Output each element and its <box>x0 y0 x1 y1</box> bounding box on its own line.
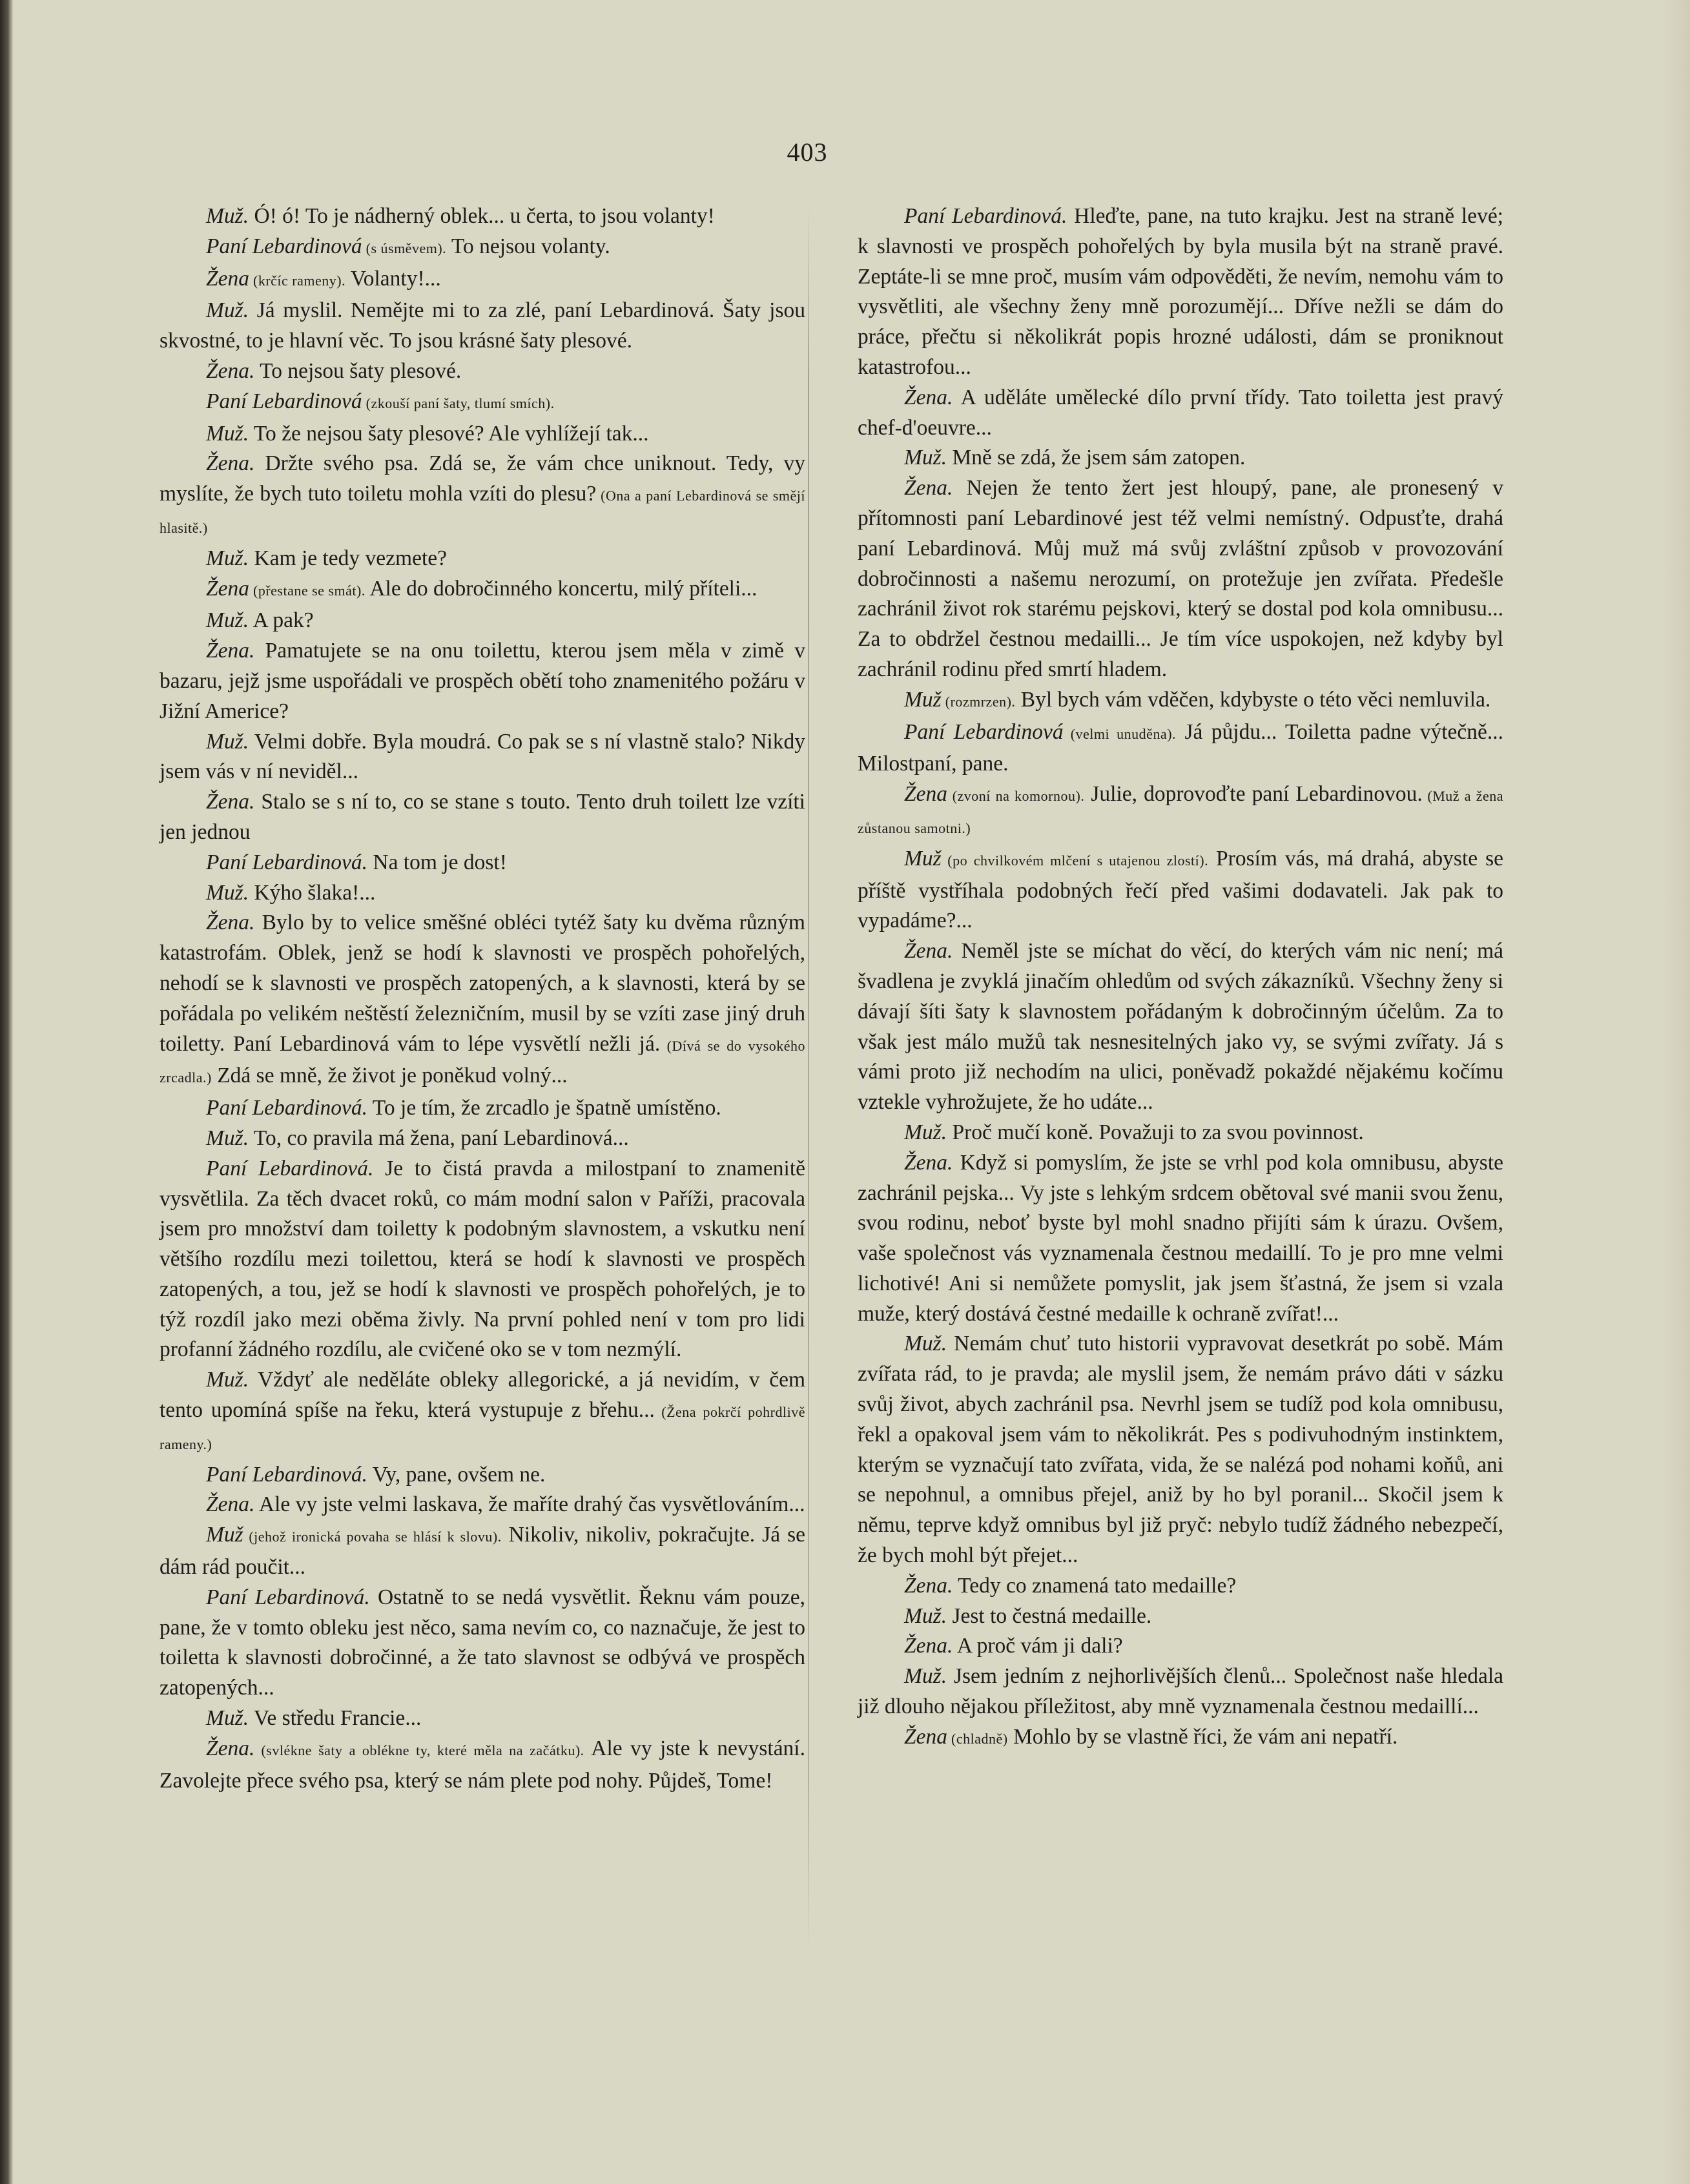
dialogue-text: Tedy co znamená tato medaille? <box>953 1573 1237 1598</box>
dialogue-text: Ó! ó! To je nádherný oblek... u čerta, to jsou volanty! <box>249 204 715 228</box>
dialogue-paragraph <box>160 296 805 356</box>
dialogue-paragraph <box>160 1093 805 1124</box>
speaker-name: Muž. <box>206 1706 249 1731</box>
speaker-name: Paní Lebardinová. <box>904 204 1067 228</box>
speaker-name: Muž. <box>206 880 249 905</box>
dialogue-paragraph <box>160 449 805 543</box>
dialogue-paragraph <box>160 908 805 1093</box>
dialogue-text: Držte svého psa. Zdá se, že vám chce uniknout. Tedy, vy myslíte, že bych tuto toiletu mohla vzíti do plesu? <box>160 451 805 506</box>
speaker-name: Muž. <box>206 729 249 754</box>
column-divider <box>808 207 809 1950</box>
dialogue-text: A uděláte umělecké dílo první třídy. Tato toiletta jest pravý chef-d'oeuvre... <box>858 385 1503 440</box>
speaker-name: Muž. <box>206 546 249 570</box>
dialogue-text: Když si pomyslím, že jste se vrhl pod kola omnibusu, abyste zachránil pejska... Vy jste s lehkým srdcem obětoval své manii svou ženu, svou rodinu, neboť byste byl mohl snadno přijíti sám k úrazu. Ovšem, vaše společnost vás vyznamenala čestnou medaillí. To je pro mne velmi lichotivé! Ani si nemůžete pomyslit, jak jsem šťastná, že jsem si vzala muže, který dostává čestné medaille k ochraně zvířat!... <box>858 1150 1503 1326</box>
dialogue-text: Ale do dobročinného koncertu, milý příteli... <box>365 576 757 601</box>
dialogue-text: Jsem jedním z nejhorlivějších členů... Společnost naše hledala již dlouho nějakou příležitost, aby mně vyznamenala čestnou medaillí... <box>858 1664 1503 1719</box>
speaker-name: Muž. <box>206 1126 249 1150</box>
dialogue-paragraph <box>858 383 1503 444</box>
dialogue-paragraph <box>160 636 805 726</box>
dialogue-text: To, co pravila má žena, paní Lebardinová... <box>249 1126 629 1150</box>
dialogue-paragraph <box>160 419 805 449</box>
page-shadow <box>1664 0 1690 2184</box>
dialogue-text: Stalo se s ní to, co se stane s touto. Tento druh toilett lze vzíti jen jednou <box>160 790 805 844</box>
speaker-name: Muž <box>206 1523 243 1547</box>
speaker-name: Žena. <box>904 1634 953 1658</box>
dialogue-paragraph <box>160 387 805 419</box>
speaker-name: Žena <box>206 576 249 601</box>
stage-direction: (přestane se smát). <box>249 582 366 599</box>
stage-direction: (zvoní na komornou). <box>947 788 1085 805</box>
stage-direction: (Ona a paní Lebardinová se smějí hlasitě.) <box>160 488 806 536</box>
dialogue-paragraph <box>160 727 805 788</box>
dialogue-paragraph <box>858 1148 1503 1330</box>
dialogue-paragraph <box>160 848 805 878</box>
stage-direction: (krčíc rameny). <box>249 272 346 289</box>
dialogue-text: Bylo by to velice směšné obléci tytéž šaty ku dvěma různým katastrofám. Oblek, jenž se hodí k slavnosti ve prospěch pohořelých, nehodí se k slavnosti ve prospěch zatopených, a k slavnosti, která by se pořádala po velikém neštěstí železničním, musil by se vzíti zase jiný druh toiletty. Paní Lebardinová vám to lépe vysvětlí nežli já. <box>160 911 805 1056</box>
dialogue-text: Jest to čestná medaille. <box>947 1603 1152 1628</box>
stage-direction: (jehož ironická povaha se hlásí k slovu). <box>243 1529 502 1545</box>
dialogue-paragraph <box>160 544 805 574</box>
dialogue-text: Ostatně to se nedá vysvětlit. Řeknu vám pouze, pane, že v tomto obleku jest něco, sama nevím co, co naznačuje, že jest to toiletta k slavnosti dobročinné, a že tato slavnost se odbývá ve prospěch zatopených... <box>160 1585 805 1700</box>
dialogue-text: Pamatujete se na onu toilettu, kterou jsem měla v zimě v bazaru, jejž jsme uspořádali ve prospěch obětí toho znamenitého požáru v Jižní Americe? <box>160 639 805 723</box>
dialogue-text: Kam je tedy vezmete? <box>249 546 448 570</box>
stage-direction: (velmi unuděna). <box>1063 725 1177 742</box>
dialogue-paragraph <box>858 1722 1503 1755</box>
dialogue-paragraph <box>160 356 805 387</box>
dialogue-text: Prosím vás, má drahá, abyste se příště vystříhala podobných řečí před vašimi dodavateli. Jak pak to vypadáme?... <box>858 846 1503 933</box>
dialogue-paragraph <box>160 1365 805 1459</box>
dialogue-paragraph <box>858 1662 1503 1722</box>
dialogue-paragraph <box>160 878 805 909</box>
dialogue-text: Nejen že tento žert jest hloupý, pane, ale pronesený v přítomnosti paní Lebardinové jest též velmi nemístný. Odpusťte, drahá paní Lebardinová. Můj muž má svůj zvláštní způsob v provozování dobročinnosti a našemu nerozumí, on protežuje jen zvířata. Předešle zachránil život rok starému pejskovi, který se dostal pod kola omnibusu... Za to obdržel čestnou medailli... Je tím více uspokojen, než kdyby byl zachránil rodinu před smrtí hladem. <box>858 476 1503 681</box>
stage-direction: (svlékne šaty a oblékne ty, které měla na začátku). <box>254 1742 584 1758</box>
dialogue-text: Vy, pane, ovšem ne. <box>367 1462 546 1487</box>
dialogue-text: Já myslil. Nemějte mi to za zlé, paní Lebardinová. Šaty jsou skvostné, to je hlavní věc. To jsou krásné šaty plesové. <box>160 298 805 353</box>
dialogue-text: Nemám chuť tuto historii vypravovat desetkrát po sobě. Mám zvířata rád, to je pravda; ale myslil jsem, že nemám právo dáti v sázku svůj život, abych zachránil psa. Nevrhl jsem se tudíž pod kola omnibusu, řekl a opakoval jsem vám to několikrát. Pes s podivuhodným instinktem, kterým se vyznačují tato zvířata, vida, že se nalézá pod nohami koňů, ani se nepohnul, a omnibus přejel, aniž by ho byl poranil... Skočil jsem k němu, teprve když omnibus byl již pryč: nebylo tudíž žádného nebezpečí, že bych mohl být přejet... <box>858 1332 1503 1568</box>
dialogue-paragraph <box>160 1124 805 1154</box>
speaker-name: Paní Lebardinová. <box>206 850 367 874</box>
dialogue-paragraph <box>160 1520 805 1583</box>
dialogue-paragraph <box>160 1460 805 1490</box>
speaker-name: Žena. <box>904 476 953 500</box>
dialogue-text: Hleďte, pane, na tuto krajku. Jest na straně levé; k slavnosti ve prospěch pohořelých by byla musila být na straně pravé. Zeptáte-li se mne proč, musím vám odpověděti, že nevím, nemohu vám to vysvětliti, ale všechny ženy mně porozumějí... Dříve nežli se dám do práce, přečtu si několikrát popis hrozné události, dám se proniknout katastrofou... <box>858 204 1503 379</box>
dialogue-paragraph <box>160 606 805 636</box>
dialogue-paragraph <box>160 1734 805 1797</box>
dialogue-text: To že nejsou šaty plesové? Ale vyhlížejí tak... <box>249 421 649 446</box>
speaker-name: Paní Lebardinová. <box>206 1096 367 1120</box>
speaker-name: Muž. <box>904 446 947 470</box>
scan-binding-edge <box>0 0 13 2184</box>
dialogue-text: Je to čistá pravda a milostpaní to znamenitě vysvětlila. Za těch dvacet roků, co mám modní salon v Paříži, pracovala jsem pro množství dam toiletty k podobným slavnostem, a vskutku není většího rozdílu mezi toilettou, která se hodí k slavnosti ve prospěch zatopených, a tou, jež se hodí k slavnosti ve prospěch pohořelých, je to týž rozdíl jako mezi oběma živly. Na první pohled není v tom pro lidi profanní žádného rozdílu, ale cvičené oko se v tom nezmýlí. <box>160 1156 806 1362</box>
stage-direction: (zkouší paní šaty, tlumí smích). <box>362 395 555 411</box>
speaker-name: Muž. <box>904 1664 947 1689</box>
dialogue-paragraph <box>160 1704 805 1734</box>
dialogue-paragraph <box>858 1602 1503 1632</box>
dialogue-paragraph <box>160 232 805 264</box>
speaker-name: Žena. <box>206 358 255 383</box>
speaker-name: Žena. <box>206 790 255 814</box>
stage-direction: (Žena pokrčí pohrdlivě rameny.) <box>160 1404 805 1452</box>
speaker-name: Žena. <box>206 1736 255 1760</box>
dialogue-text: Ale vy jste velmi laskava, že maříte drahý čas vysvětlováním... <box>254 1492 805 1517</box>
speaker-name: Žena. <box>206 1492 255 1517</box>
dialogue-text: Ale vy jste k nevystání. Zavolejte přece svého psa, který se nám plete pod nohy. Půjdeš, Tome! <box>160 1736 805 1793</box>
dialogue-text: Nikoliv, nikoliv, pokračujte. Já se dám rád poučit... <box>160 1523 805 1580</box>
dialogue-paragraph <box>160 1583 805 1704</box>
speaker-name: Paní Lebardinová. <box>206 1462 367 1487</box>
stage-direction: (po chvilkovém mlčení s utajenou zlostí). <box>941 852 1209 869</box>
speaker-name: Muž. <box>904 1120 947 1144</box>
left-column <box>160 201 805 1796</box>
dialogue-text: A pak? <box>249 608 314 633</box>
speaker-name: Paní Lebardinová <box>206 389 362 413</box>
dialogue-text: Proč mučí koně. Považuji to za svou povinnost. <box>947 1120 1364 1144</box>
dialogue-text: To nejsou šaty plesové. <box>254 358 462 383</box>
dialogue-paragraph <box>160 574 805 606</box>
dialogue-paragraph <box>858 844 1503 936</box>
dialogue-text: Julie, doprovoďte paní Lebardinovou. <box>1084 782 1423 807</box>
dialogue-text: Volanty!... <box>345 266 441 291</box>
speaker-name: Muž. <box>904 1603 947 1628</box>
speaker-name: Žena <box>206 266 249 291</box>
speaker-name: Žena <box>904 1724 947 1749</box>
dialogue-text: To je tím, že zrcadlo je špatně umístěno. <box>367 1096 721 1120</box>
dialogue-paragraph <box>858 717 1503 780</box>
dialogue-text: A proč vám ji dali? <box>953 1634 1123 1658</box>
dialogue-paragraph <box>858 936 1503 1118</box>
dialogue-text: Vždyť ale neděláte obleky allegorické, a já nevidím, v čem tento upomíná spíše na řeku, která vystupuje z břehu... <box>160 1368 805 1423</box>
dialogue-paragraph <box>160 1154 805 1366</box>
speaker-name: Žena. <box>904 385 953 409</box>
speaker-name: Muž <box>904 687 942 712</box>
stage-direction: (Dívá se do vysokého zrcadla.) <box>160 1037 805 1086</box>
dialogue-paragraph <box>160 201 805 232</box>
dialogue-text: Kýho šlaka!... <box>249 880 376 905</box>
speaker-name: Žena. <box>206 911 255 935</box>
stage-direction: (s úsměvem). <box>362 240 447 256</box>
speaker-name: Paní Lebardinová <box>206 234 362 258</box>
right-column <box>858 201 1503 1755</box>
speaker-name: Žena. <box>904 1150 953 1175</box>
speaker-name: Muž. <box>206 204 249 228</box>
dialogue-paragraph <box>160 787 805 848</box>
dialogue-paragraph <box>858 1571 1503 1602</box>
speaker-name: Muž <box>904 846 942 871</box>
dialogue-paragraph <box>858 1631 1503 1662</box>
speaker-name: Muž. <box>206 421 249 446</box>
dialogue-text: Neměl jste se míchat do věcí, do kterých vám nic není; má švadlena je zvyklá jinačím ohledům od svých zákazníků. Všechny ženy si dávají šíti šaty k slavnostem pořádaným k dobročinným účelům. Za to však jest málo mužů tak nesnesitelných jako vy, se svými zvířaty. Já s vámi proto již nechodím na ulici, poněvadž pokaždé nějakému kočímu vztekle vyhrožujete, že ho udáte... <box>858 939 1503 1115</box>
dialogue-paragraph <box>160 1490 805 1520</box>
stage-direction: (chladně) <box>947 1730 1008 1747</box>
speaker-name: Žena. <box>904 939 953 963</box>
dialogue-text: Já půjdu... Toiletta padne výtečně... Milostpaní, pane. <box>858 719 1503 776</box>
dialogue-text: Zdá se mně, že život je poněkud volný... <box>211 1064 568 1088</box>
stage-direction: (Muž a žena zůstanou samotni.) <box>858 788 1504 836</box>
speaker-name: Muž. <box>206 608 249 633</box>
speaker-name: Paní Lebardinová. <box>206 1156 374 1180</box>
speaker-name: Muž. <box>206 298 249 323</box>
dialogue-paragraph <box>160 264 805 296</box>
dialogue-text: To nejsou volanty. <box>446 234 610 258</box>
speaker-name: Muž. <box>206 1368 249 1392</box>
stage-direction: (rozmrzen). <box>941 693 1016 710</box>
speaker-name: Žena. <box>206 639 255 663</box>
dialogue-text: Mně se zdá, že jsem sám zatopen. <box>947 446 1246 470</box>
dialogue-paragraph <box>858 685 1503 717</box>
page-number: 403 <box>787 138 828 167</box>
speaker-name: Žena. <box>206 451 255 476</box>
dialogue-paragraph <box>858 1329 1503 1571</box>
speaker-name: Paní Lebardinová. <box>206 1585 370 1609</box>
dialogue-paragraph <box>858 443 1503 473</box>
dialogue-text: Mohlo by se vlastně říci, že vám ani nepatří. <box>1007 1724 1398 1749</box>
dialogue-text: Byl bych vám vděčen, kdybyste o této věci nemluvila. <box>1015 687 1491 712</box>
speaker-name: Žena <box>904 782 947 807</box>
dialogue-paragraph <box>858 779 1503 844</box>
dialogue-paragraph <box>858 1118 1503 1148</box>
dialogue-paragraph <box>858 473 1503 685</box>
speaker-name: Paní Lebardinová <box>904 719 1064 744</box>
dialogue-paragraph <box>858 201 1503 383</box>
dialogue-text: Ve středu Francie... <box>249 1706 422 1731</box>
dialogue-text: Na tom je dost! <box>367 850 507 874</box>
speaker-name: Muž. <box>904 1332 947 1356</box>
dialogue-text: Velmi dobře. Byla moudrá. Co pak se s ní vlastně stalo? Nikdy jsem vás v ní neviděl... <box>160 729 805 784</box>
speaker-name: Žena. <box>904 1573 953 1598</box>
